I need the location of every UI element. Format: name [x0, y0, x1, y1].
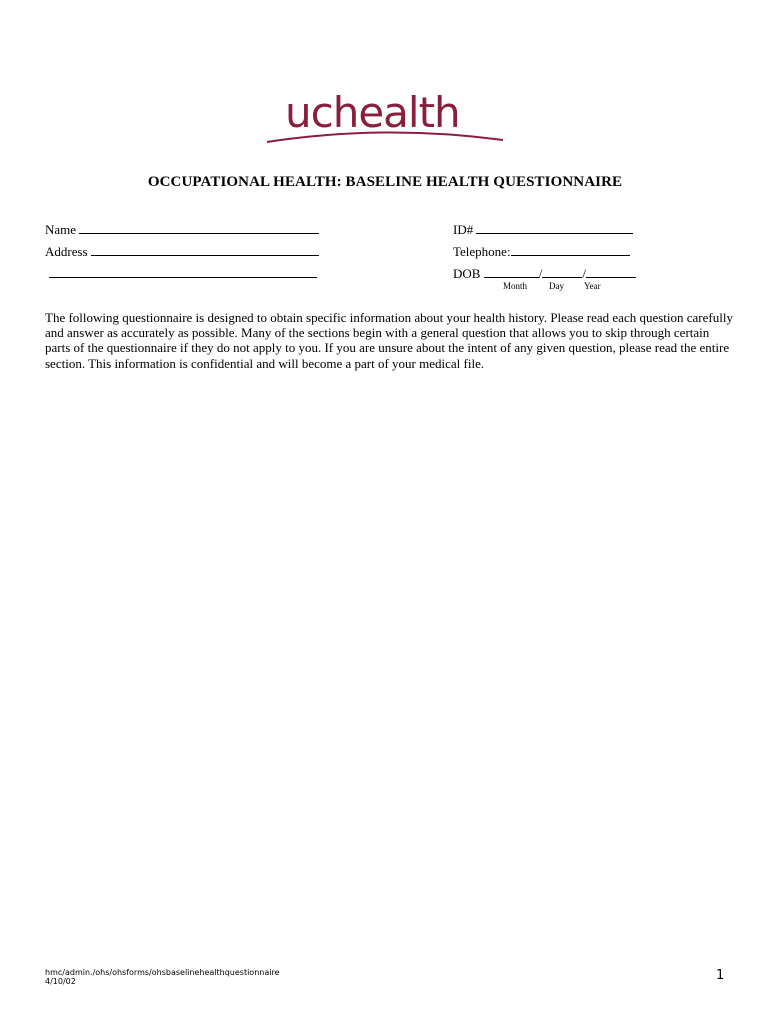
- dob-month-caption: Month: [503, 281, 528, 291]
- name-field[interactable]: [45, 222, 319, 238]
- dob-label: DOB: [453, 266, 481, 281]
- dob-month-line[interactable]: [484, 266, 539, 278]
- dob-day-line[interactable]: [542, 266, 582, 278]
- dob-day-caption: Day: [549, 281, 564, 291]
- name-line[interactable]: [79, 222, 319, 234]
- dob-year-line[interactable]: [586, 266, 636, 278]
- id-label: ID#: [453, 222, 474, 237]
- name-label: Name: [45, 222, 77, 237]
- page-title: OCCUPATIONAL HEALTH: BASELINE HEALTH QUESTIONNAIRE: [147, 174, 623, 190]
- intro-paragraph: The following questionnaire is designed to obtain specific information about your health history. Please read each question carefully and answer as accurately as possible. Many of the sections begin with a general question that allows you to skip through certain parts of the questionnaire if they do not apply to you. If you are unsure about the intent of any given question, please read the entire section. This information is confidential and will become a part of your medical file.: [45, 310, 733, 371]
- footer-path: [45, 968, 280, 986]
- page-number: 1: [716, 968, 725, 983]
- footer-file-path: hmc/admin./ohs/ohsforms/ohsbaselinehealthquestionnaire: [45, 968, 280, 977]
- dob-separator: /: [582, 266, 586, 281]
- address-second-line[interactable]: [49, 266, 317, 278]
- dob-field[interactable]: [453, 266, 636, 282]
- id-field[interactable]: [453, 222, 633, 238]
- dob-separator: /: [538, 266, 543, 281]
- dob-year-caption: Year: [584, 281, 601, 291]
- telephone-field[interactable]: [453, 244, 630, 260]
- logo-text: uchealth: [285, 88, 460, 137]
- uchealth-logo: [265, 88, 505, 150]
- address-field[interactable]: [45, 244, 319, 260]
- logo-swoosh: [265, 96, 505, 150]
- address-label: Address: [45, 244, 88, 259]
- id-line[interactable]: [476, 222, 633, 234]
- address-line[interactable]: [91, 244, 319, 256]
- address-line-2[interactable]: [49, 266, 317, 282]
- footer-date: 4/10/02: [45, 977, 76, 986]
- telephone-line[interactable]: [511, 244, 630, 256]
- telephone-label: Telephone:: [453, 244, 511, 259]
